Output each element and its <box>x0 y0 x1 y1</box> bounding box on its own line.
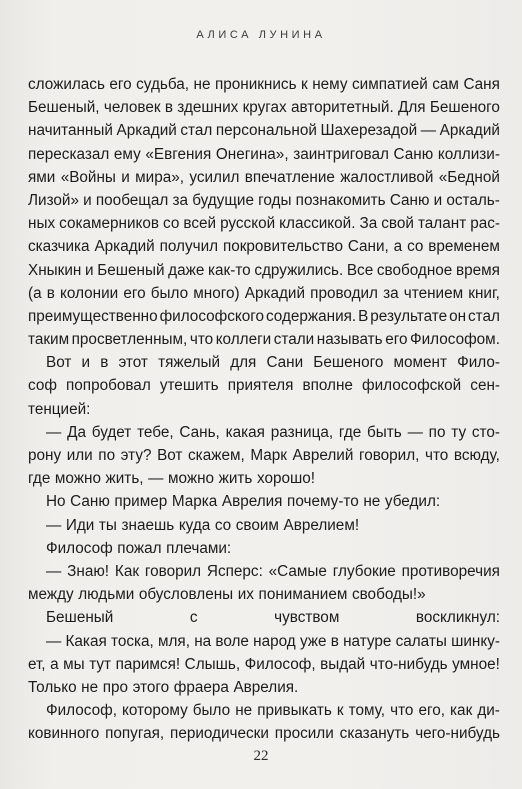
text-line: ями «Войны и мира», усилил впечатление жалостливой «Бедной <box>28 168 500 186</box>
text-line: ет, а мы тут паримся! Слышь, Философ, выдай что-нибудь умное! <box>28 655 500 673</box>
text-line: начитанный Аркадий стал персональной Шахерезадой — Аркадий <box>28 122 500 140</box>
page-number: 22 <box>253 748 269 764</box>
text-line: между людьми обусловлены их пониманием свободы!» <box>28 586 426 604</box>
text-line: Бешеный с чувством воскликнул: <box>46 609 500 627</box>
text-line: пересказал ему «Евгения Онегина», заинтриговал Саню коллизи- <box>28 145 500 163</box>
text-line: рону или по эту? Вот скажем, Марк Аврелий говорил, что всюду, <box>28 447 500 464</box>
text-line: — Да будет тебе, Сань, какая разница, где быть — по ту сто- <box>46 423 500 441</box>
text-line: ных сокамерников со всей русской классикой. За свой талант рас- <box>28 215 500 233</box>
text-line: — Иди ты знаешь куда со своим Аврелием! <box>46 516 360 534</box>
text-line: сложилась его судьба, не проникнись к нему симпатией сам Саня <box>28 76 500 93</box>
text-line: тенцией: <box>28 400 91 418</box>
text-line: — Знаю! Как говорил Ясперс: «Самые глубокие противоречия <box>46 562 500 580</box>
text-line: Философ пожал плечами: <box>46 539 232 557</box>
text-line: Вот и в этот тяжелый для Сани Бешеного момент Фило- <box>46 354 500 372</box>
text-line: Бешеный, человек в здешних кругах авторитетный. Для Бешеного <box>28 99 500 117</box>
text-line: Но Саню пример Марка Аврелия почему-то не убедил: <box>46 493 441 511</box>
text-line: — Какая тоска, мля, на воле народ уже в натуре салаты шинку- <box>46 632 500 650</box>
text-line: преимущественно философского содержания. В результате он стал <box>28 307 500 325</box>
text-line: Философ, которому было не привыкать к тому, что его, как ди- <box>46 702 500 720</box>
text-line: Только не про этого фраера Аврелия. <box>28 678 299 696</box>
text-line: сказчика Аркадий получил покровительство Сани, а со временем <box>28 238 500 256</box>
running-head: АЛИСА ЛУНИНА <box>196 29 326 41</box>
text-line: таким просветленным, что коллеги стали называть его Философом. <box>28 331 500 349</box>
text-line: Лизой» и пообещал за будущие годы познакомить Саню и осталь- <box>28 191 500 209</box>
text-line: соф попробовал утешить приятеля вполне философской сен- <box>28 377 500 395</box>
body-text <box>28 73 500 745</box>
text-line: (а в колонии его было много) Аркадий проводил за чтением книг, <box>28 284 500 302</box>
text-line: ковинного попугая, периодически просили сказануть чего-нибудь <box>28 725 500 743</box>
text-line: Хныкин и Бешеный даже как-то сдружились. Все свободное время <box>28 261 500 279</box>
text-line: где можно жить, — можно жить хорошо! <box>28 470 315 488</box>
